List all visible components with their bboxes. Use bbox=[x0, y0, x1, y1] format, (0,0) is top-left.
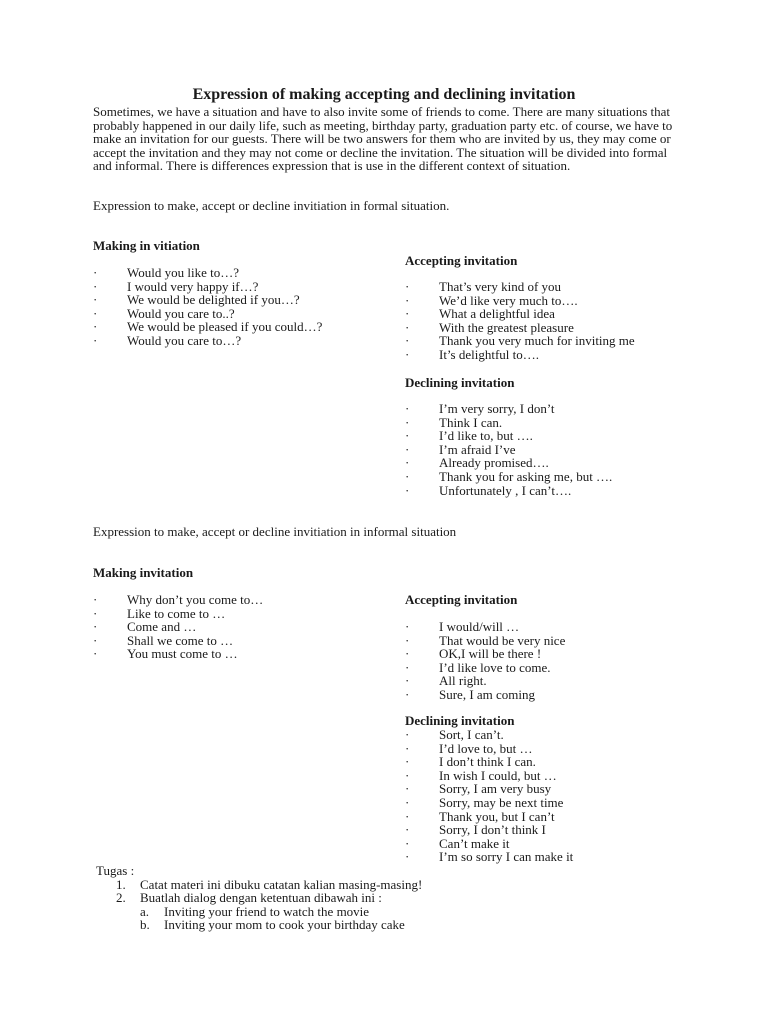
formal-declining-list bbox=[405, 402, 612, 497]
bullet-icon: · bbox=[405, 428, 410, 444]
list-item-text: We would be delighted if you…? bbox=[127, 292, 300, 308]
list-item-text: Why don’t you come to… bbox=[127, 592, 264, 607]
subtask-item bbox=[96, 918, 422, 932]
bullet-icon: · bbox=[93, 278, 98, 294]
informal-accepting-list bbox=[405, 620, 565, 702]
list-item bbox=[405, 280, 635, 294]
bullet-icon: · bbox=[93, 319, 98, 335]
bullet-icon: · bbox=[93, 632, 98, 648]
list-item-text: Sort, I can’t. bbox=[439, 727, 504, 742]
bullet-icon: · bbox=[405, 292, 410, 308]
formal-accepting-list bbox=[405, 280, 635, 362]
bullet-icon: · bbox=[405, 455, 410, 471]
list-item bbox=[405, 837, 573, 851]
list-item bbox=[93, 647, 263, 661]
bullet-icon: · bbox=[405, 441, 410, 457]
list-item bbox=[405, 334, 635, 348]
list-item bbox=[93, 320, 322, 334]
list-item bbox=[405, 742, 573, 756]
formal-declining-heading: Declining invitation bbox=[405, 375, 515, 390]
task-item bbox=[96, 878, 422, 892]
informal-making-list bbox=[93, 593, 263, 661]
list-item bbox=[93, 620, 263, 634]
list-item bbox=[405, 470, 612, 484]
list-item-text: That would be very nice bbox=[439, 632, 566, 648]
list-item-text: Would you care to..? bbox=[127, 305, 235, 321]
list-item-text: That’s very kind of you bbox=[439, 279, 562, 294]
bullet-icon: · bbox=[405, 808, 410, 824]
list-item-text: Would you care to…? bbox=[127, 332, 242, 348]
subtask-text: Inviting your friend to watch the movie bbox=[164, 903, 370, 919]
list-item-text: Unfortunately , I can’t…. bbox=[439, 482, 572, 498]
list-item-text: We’d like very much to…. bbox=[439, 292, 578, 308]
task-number: 1. bbox=[116, 876, 126, 892]
list-item-text: You must come to … bbox=[127, 646, 238, 662]
list-item-text: Think I can. bbox=[439, 414, 503, 430]
bullet-icon: · bbox=[405, 673, 410, 689]
intro-paragraph: Sometimes, we have a situation and have to also invite some of friends to come. There are many situations that probably happened in our daily life, such as meeting, birthday party, graduation party etc. of course, we have to make an invitation for our guests. There will be two answers for them who are invited by us, they may come or accept the invitation and they may not come or decline the invitation. The situation will be divided into formal and informal. There is differences expression that is use in the different context of situation. bbox=[93, 104, 673, 174]
bullet-icon: · bbox=[93, 305, 98, 321]
formal-making-heading: Making in vitiation bbox=[93, 238, 200, 253]
bullet-icon: · bbox=[405, 754, 410, 770]
bullet-icon: · bbox=[405, 767, 410, 783]
list-item-text: I would/will … bbox=[439, 619, 520, 634]
list-item-text: Come and … bbox=[127, 619, 197, 635]
bullet-icon: · bbox=[93, 646, 98, 662]
list-item-text: Sure, I am coming bbox=[439, 686, 536, 702]
list-item-text: I’m so sorry I can make it bbox=[439, 849, 574, 865]
list-item bbox=[405, 402, 612, 416]
list-item bbox=[405, 443, 612, 457]
list-item bbox=[405, 647, 565, 661]
list-item bbox=[405, 661, 565, 675]
informal-accepting-heading: Accepting invitation bbox=[405, 592, 518, 607]
task-number: 2. bbox=[116, 890, 126, 906]
list-item bbox=[93, 607, 263, 621]
task-list bbox=[96, 878, 422, 932]
bullet-icon: · bbox=[93, 619, 98, 635]
list-item bbox=[405, 674, 565, 688]
list-item-text: OK,I will be there ! bbox=[439, 646, 542, 662]
bullet-icon: · bbox=[405, 740, 410, 756]
list-item bbox=[93, 266, 322, 280]
list-item-text: Thank you very much for inviting me bbox=[439, 333, 635, 349]
list-item bbox=[405, 796, 573, 810]
bullet-icon: · bbox=[405, 619, 410, 634]
bullet-icon: · bbox=[405, 632, 410, 648]
list-item bbox=[405, 416, 612, 430]
list-item bbox=[405, 348, 635, 362]
list-item-text: Sorry, may be next time bbox=[439, 794, 564, 810]
bullet-icon: · bbox=[405, 794, 410, 810]
list-item-text: I’d like to, but …. bbox=[439, 428, 533, 444]
list-item-text: We would be pleased if you could…? bbox=[127, 319, 323, 335]
tugas-section bbox=[96, 864, 422, 932]
bullet-icon: · bbox=[405, 319, 410, 335]
bullet-icon: · bbox=[405, 822, 410, 838]
list-item-text: I’m afraid I’ve bbox=[439, 441, 516, 457]
list-item bbox=[93, 280, 322, 294]
task-item bbox=[96, 891, 422, 905]
bullet-icon: · bbox=[405, 781, 410, 797]
bullet-icon: · bbox=[405, 306, 410, 322]
list-item bbox=[405, 850, 573, 864]
list-item bbox=[93, 293, 322, 307]
list-item bbox=[405, 429, 612, 443]
bullet-icon: · bbox=[93, 332, 98, 348]
bullet-icon: · bbox=[405, 646, 410, 662]
list-item bbox=[405, 307, 635, 321]
bullet-icon: · bbox=[93, 265, 98, 280]
subtask-letter: a. bbox=[140, 903, 150, 919]
subtask-letter: b. bbox=[140, 917, 150, 933]
bullet-icon: · bbox=[405, 279, 410, 294]
task-text: Catat materi ini dibuku catatan kalian masing-masing! bbox=[140, 876, 423, 892]
list-item bbox=[93, 593, 263, 607]
list-item-text: It’s delightful to…. bbox=[439, 346, 540, 362]
list-item bbox=[93, 634, 263, 648]
subtask-item bbox=[96, 905, 422, 919]
bullet-icon: · bbox=[405, 346, 410, 362]
informal-declining-heading: Declining invitation bbox=[405, 713, 515, 728]
formal-accepting-heading: Accepting invitation bbox=[405, 253, 518, 268]
list-item-text: I’d love to, but … bbox=[439, 740, 533, 756]
list-item bbox=[405, 321, 635, 335]
list-item-text: Shall we come to … bbox=[127, 632, 234, 648]
list-item-text: Sorry, I don’t think I bbox=[439, 822, 546, 838]
list-item bbox=[93, 334, 322, 348]
informal-section-label: Expression to make, accept or decline invitiation in informal situation bbox=[93, 524, 457, 539]
list-item bbox=[405, 634, 565, 648]
list-item bbox=[405, 810, 573, 824]
bullet-icon: · bbox=[405, 659, 410, 675]
list-item-text: With the greatest pleasure bbox=[439, 319, 574, 335]
formal-making-list bbox=[93, 266, 322, 348]
list-item-text: Thank you, but I can’t bbox=[439, 808, 555, 824]
list-item bbox=[405, 728, 573, 742]
list-item bbox=[405, 688, 565, 702]
bullet-icon: · bbox=[405, 835, 410, 851]
bullet-icon: · bbox=[93, 592, 98, 607]
subtask-text: Inviting your mom to cook your birthday cake bbox=[164, 917, 405, 933]
bullet-icon: · bbox=[93, 605, 98, 621]
list-item bbox=[405, 782, 573, 796]
bullet-icon: · bbox=[405, 414, 410, 430]
bullet-icon: · bbox=[405, 849, 410, 865]
formal-section-label: Expression to make, accept or decline invitiation in formal situation. bbox=[93, 198, 450, 213]
list-item-text: Like to come to … bbox=[127, 605, 226, 621]
list-item-text: I’d like love to come. bbox=[439, 659, 551, 675]
list-item bbox=[405, 769, 573, 783]
bullet-icon: · bbox=[405, 482, 410, 498]
list-item-text: Already promised…. bbox=[439, 455, 549, 471]
page-title: Expression of making accepting and declining invitation bbox=[192, 86, 576, 103]
list-item bbox=[405, 620, 565, 634]
list-item bbox=[405, 484, 612, 498]
bullet-icon: · bbox=[405, 686, 410, 702]
list-item-text: Sorry, I am very busy bbox=[439, 781, 552, 797]
tugas-label: Tugas : bbox=[96, 863, 135, 878]
bullet-icon: · bbox=[405, 727, 410, 742]
list-item-text: Thank you for asking me, but …. bbox=[439, 468, 613, 484]
list-item-text: I would very happy if…? bbox=[127, 278, 259, 294]
list-item-text: Can’t make it bbox=[439, 835, 510, 851]
list-item-text: Would you like to…? bbox=[127, 265, 239, 280]
list-item-text: All right. bbox=[439, 673, 487, 689]
informal-making-heading: Making invitation bbox=[93, 565, 194, 580]
list-item-text: What a delightful idea bbox=[439, 306, 555, 322]
list-item bbox=[405, 456, 612, 470]
list-item bbox=[405, 823, 573, 837]
list-item bbox=[405, 755, 573, 769]
list-item-text: I’m very sorry, I don’t bbox=[439, 401, 555, 416]
list-item bbox=[405, 294, 635, 308]
task-text: Buatlah dialog dengan ketentuan dibawah ini : bbox=[140, 890, 382, 906]
list-item bbox=[93, 307, 322, 321]
informal-declining-list bbox=[405, 728, 573, 864]
list-item-text: In wish I could, but … bbox=[439, 767, 557, 783]
bullet-icon: · bbox=[405, 333, 410, 349]
bullet-icon: · bbox=[93, 292, 98, 308]
bullet-icon: · bbox=[405, 401, 410, 416]
list-item-text: I don’t think I can. bbox=[439, 754, 536, 770]
bullet-icon: · bbox=[405, 468, 410, 484]
